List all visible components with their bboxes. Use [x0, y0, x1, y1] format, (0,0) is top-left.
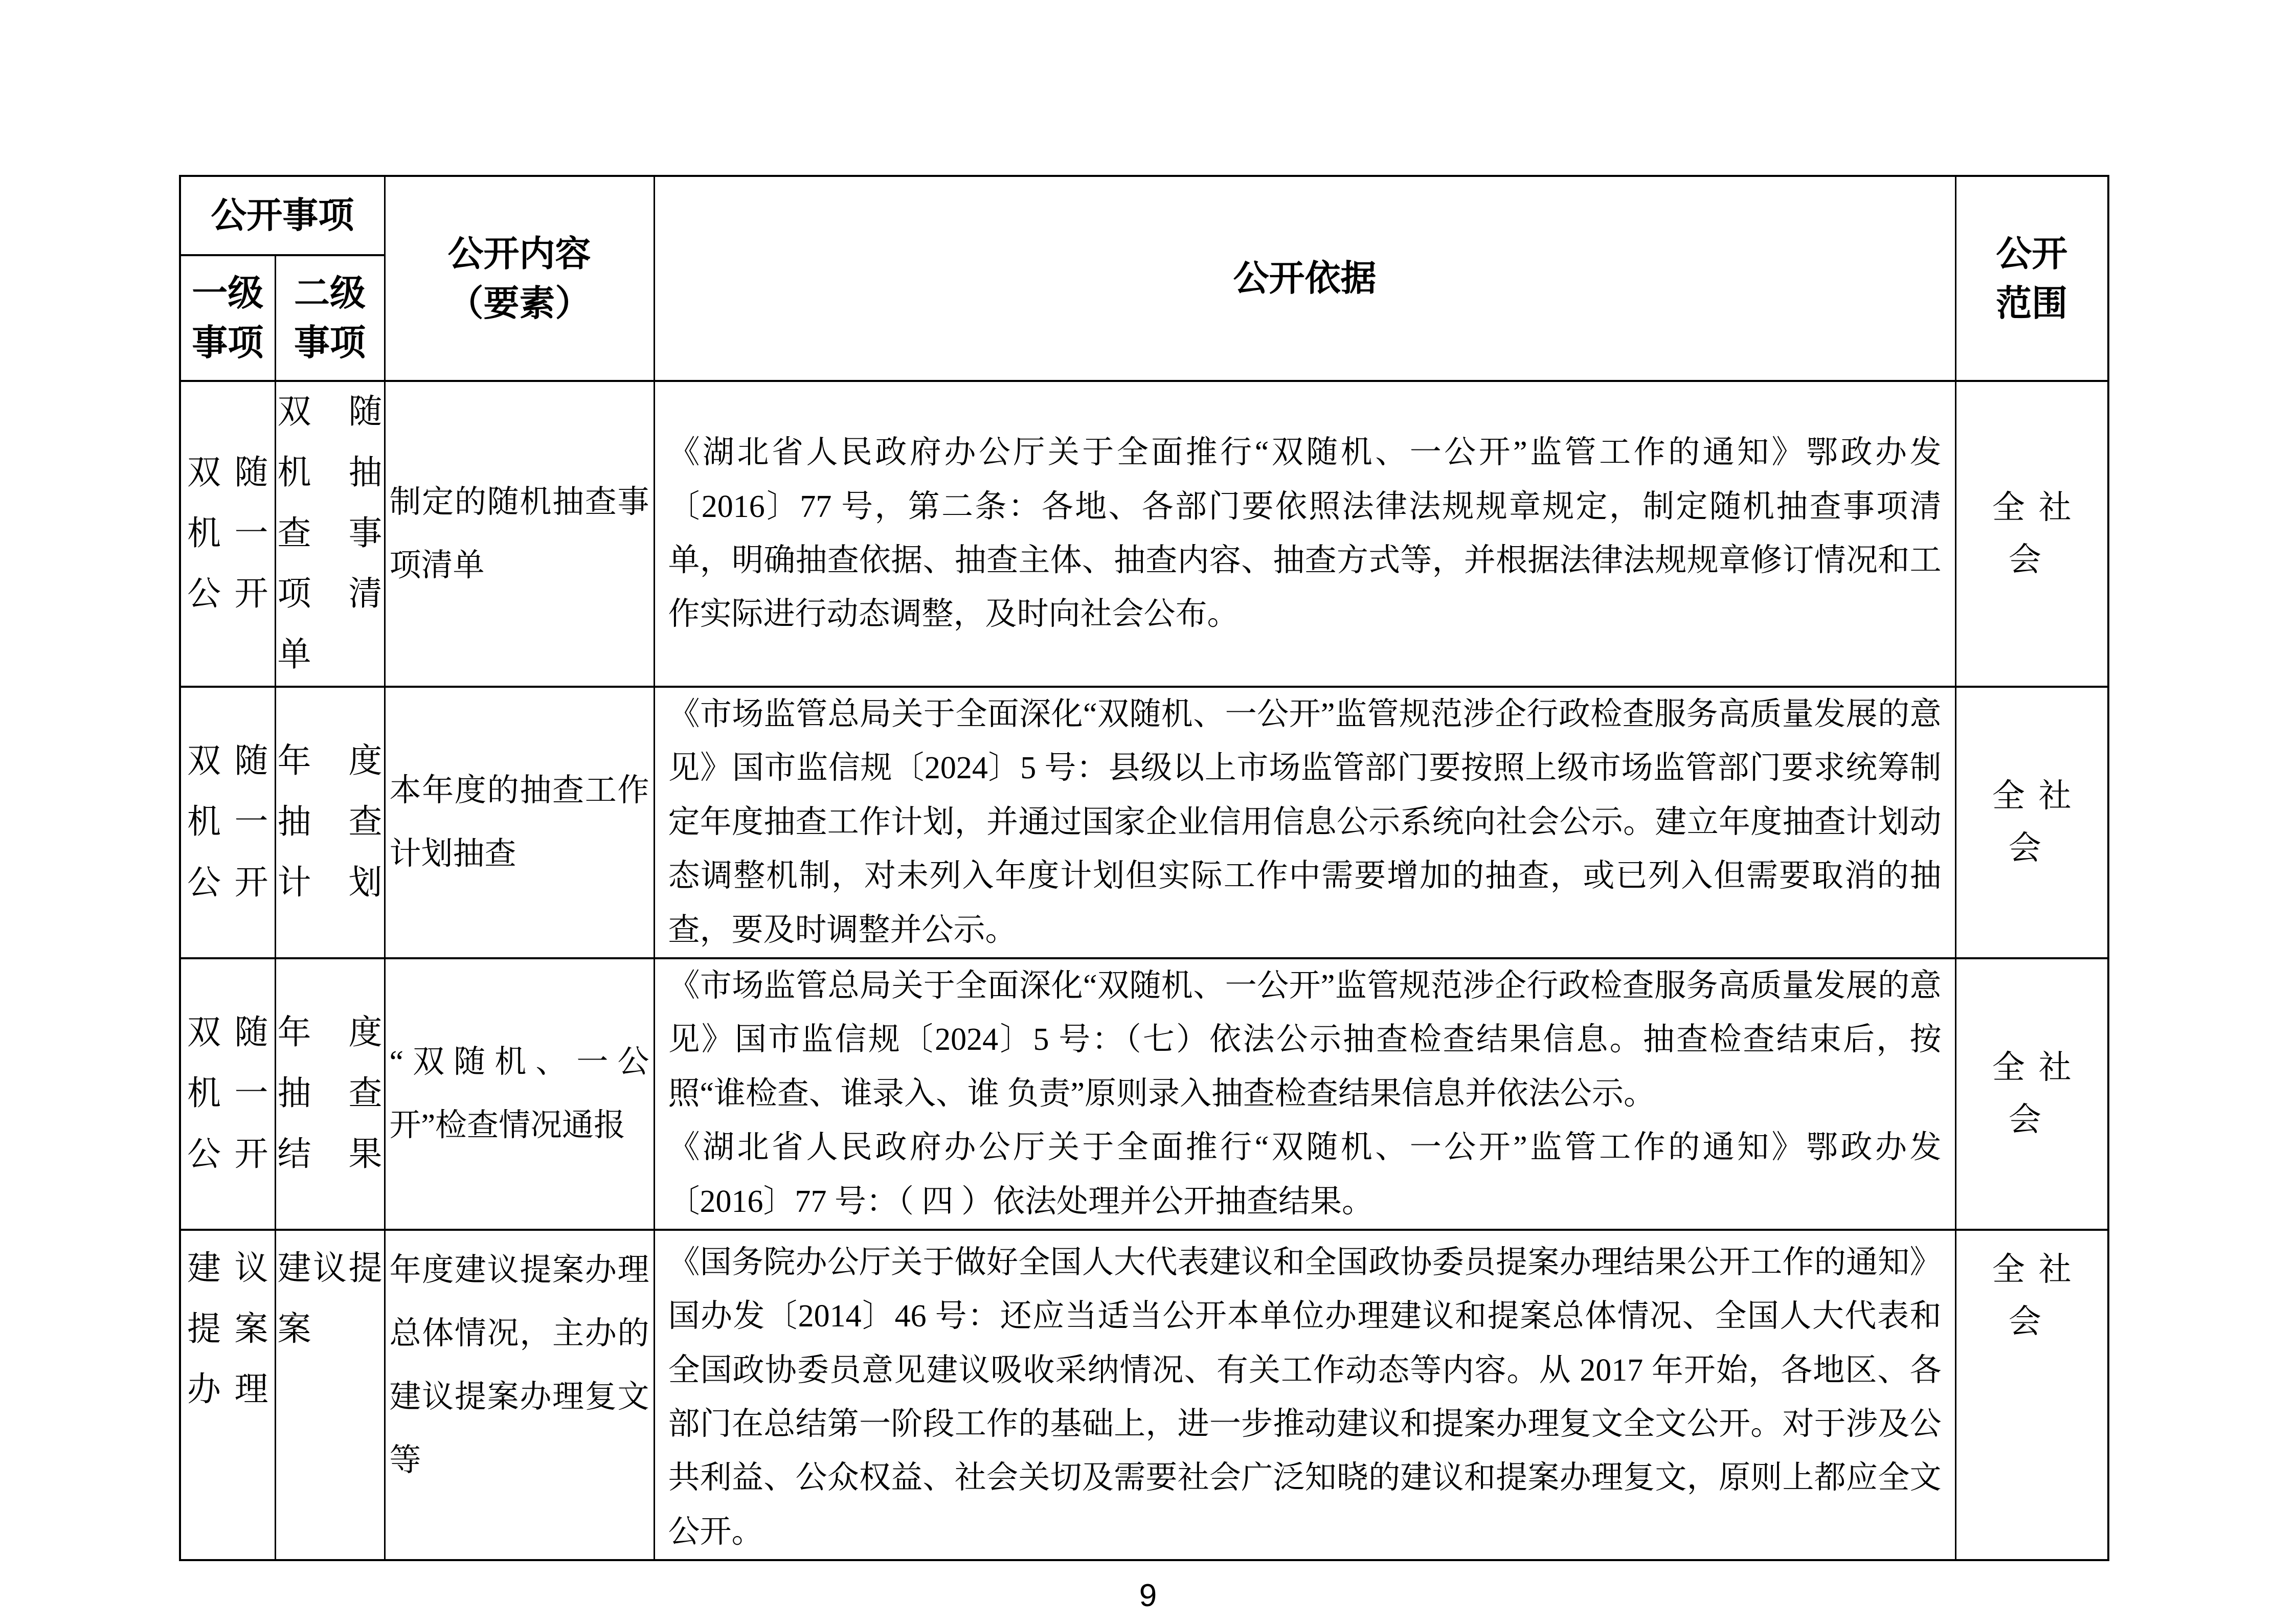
- header-public-scope-line2: 范围: [1996, 283, 2068, 323]
- cell-level2-item: [275, 687, 385, 958]
- cell-public-content: [385, 381, 654, 687]
- public-content-text: “双随机、一公开”检查情况通报: [389, 1045, 649, 1143]
- header-public-content-line2: （要素）: [447, 283, 591, 323]
- table-row: [180, 958, 2108, 1230]
- level2-item-text: 年 度 抽 查 结 果: [277, 1014, 382, 1173]
- cell-level1-item: [180, 1230, 275, 1560]
- cell-public-content: [385, 687, 654, 958]
- cell-public-content: [385, 1230, 654, 1560]
- header-row-group: [180, 176, 2108, 255]
- public-basis-text: [655, 1231, 1955, 1559]
- header-public-content: [385, 176, 654, 381]
- public-basis-text: [655, 688, 1955, 957]
- level1-item-text: 双随机一公开: [187, 742, 268, 901]
- public-basis-text: [655, 426, 1955, 642]
- public-scope-text: 全社会: [1992, 489, 2085, 578]
- cell-public-scope: [1955, 1230, 2108, 1560]
- public-content-text: 本年度的抽查工作计划抽查: [389, 773, 649, 872]
- cell-public-basis: [654, 687, 1955, 958]
- cell-public-scope: [1955, 687, 2108, 958]
- table-row: [180, 1230, 2108, 1560]
- basis-paragraph: 《国务院办公厅关于做好全国人大代表建议和全国政协委员提案办理结果公开工作的通知》 国办发〔2014〕46 号：还应当适当公开本单位办理建议和提案总体情况、全国人大代表和全国政协委员意见建议吸收采纳情况、有关工作动态等内容。从 2017 年开始，各地区、各部门在总结第一阶段工作的基础上，进一步推动建议和提案办理复文全文公开。对于涉及公共利益、公众权益、社会关切及需要社会广泛知晓的建议和提案办理复文，原则上都应全文公开。: [668, 1245, 1942, 1549]
- header-level1-line2: 事项: [192, 323, 264, 363]
- cell-level2-item: [275, 1230, 385, 1560]
- cell-public-scope: [1955, 381, 2108, 687]
- header-level2-line1: 二级: [294, 273, 366, 313]
- basis-paragraph: 《市场监管总局关于全面深化“双随机、一公开”监管规范涉企行政检查服务高质量发展的意见》国市监信规〔2024〕5 号：县级以上市场监管部门要按照上级市场监管部门要求统筹制定年度抽查工作计划，并通过国家企业信用信息公示系统向社会公示。建立年度抽查计划动态调整机制，对未列入年度计划但实际工作中需要增加的抽查，或已列入但需要取消的抽查，要及时调整并公示。: [668, 696, 1942, 948]
- level1-item-text: 双随机一公开: [187, 454, 268, 613]
- level2-item-text: 建议提案: [277, 1249, 382, 1348]
- level1-item-text: 双随机一公开: [187, 1014, 268, 1173]
- cell-public-basis: [654, 1230, 1955, 1560]
- table-row: [180, 687, 2108, 958]
- header-public-matters: [180, 176, 385, 255]
- public-scope-text: 全社会: [1992, 1251, 2085, 1340]
- cell-level1-item: [180, 687, 275, 958]
- header-level1-item: [180, 255, 275, 381]
- basis-paragraph: 《湖北省人民政府办公厅关于全面推行“双随机、一公开”监管工作的通知》鄂政办发〔2016〕77 号，第二条：各地、各部门要依照法律法规规章规定，制定随机抽查事项清单，明确抽查依据、抽查主体、抽查内容、抽查方式等，并根据法律法规规章修订情况和工作实际进行动态调整，及时向社会公布。: [668, 435, 1942, 632]
- level2-item-text: 双 随 机 抽 查 事 项 清 单: [277, 393, 382, 674]
- level2-item-text: 年 度 抽 查 计 划: [277, 742, 382, 901]
- cell-public-basis: [654, 381, 1955, 687]
- public-content-text: 制定的随机抽查事项清单: [389, 484, 649, 583]
- header-level2-item: [275, 255, 385, 381]
- cell-level1-item: [180, 958, 275, 1230]
- cell-public-content: [385, 958, 654, 1230]
- header-public-content-line1: 公开内容: [447, 233, 591, 274]
- cell-level2-item: [275, 958, 385, 1230]
- header-level2-line2: 事项: [294, 323, 366, 363]
- level1-item-text: 建议提案办理: [187, 1249, 268, 1409]
- header-level1-line1: 一级: [192, 273, 264, 313]
- public-content-text: 年度建议提案办理总体情况，主办的建议提案办理复文 等: [389, 1252, 649, 1478]
- cell-public-scope: [1955, 958, 2108, 1230]
- disclosure-items-table: [179, 175, 2109, 1561]
- public-scope-text: 全社会: [1992, 778, 2085, 867]
- header-public-scope-line1: 公开: [1996, 233, 2068, 274]
- public-basis-text: [655, 959, 1955, 1229]
- header-public-basis: [654, 176, 1955, 381]
- header-public-scope: [1955, 176, 2108, 381]
- header-public-matters-label: 公开事项: [211, 195, 354, 236]
- basis-paragraph: 《市场监管总局关于全面深化“双随机、一公开”监管规范涉企行政检查服务高质量发展的意见》国市监信规〔2024〕5 号：（七）依法公示抽查检查结果信息。抽查检查结束后，按照“谁检查、谁录入、谁 负责”原则录入抽查检查结果信息并依法公示。: [668, 968, 1942, 1111]
- cell-public-basis: [654, 958, 1955, 1230]
- header-public-basis-label: 公开依据: [1233, 258, 1377, 299]
- public-scope-text: 全社会: [1992, 1049, 2085, 1138]
- cell-level2-item: [275, 381, 385, 687]
- table-row: [180, 381, 2108, 687]
- cell-level1-item: [180, 381, 275, 687]
- page-number: 9: [1139, 1578, 1157, 1613]
- basis-paragraph: 《湖北省人民政府办公厅关于全面推行“双随机、一公开”监管工作的通知》鄂政办发〔2016〕77 号：（ 四 ）依法处理并公开抽查结果。: [668, 1130, 1942, 1219]
